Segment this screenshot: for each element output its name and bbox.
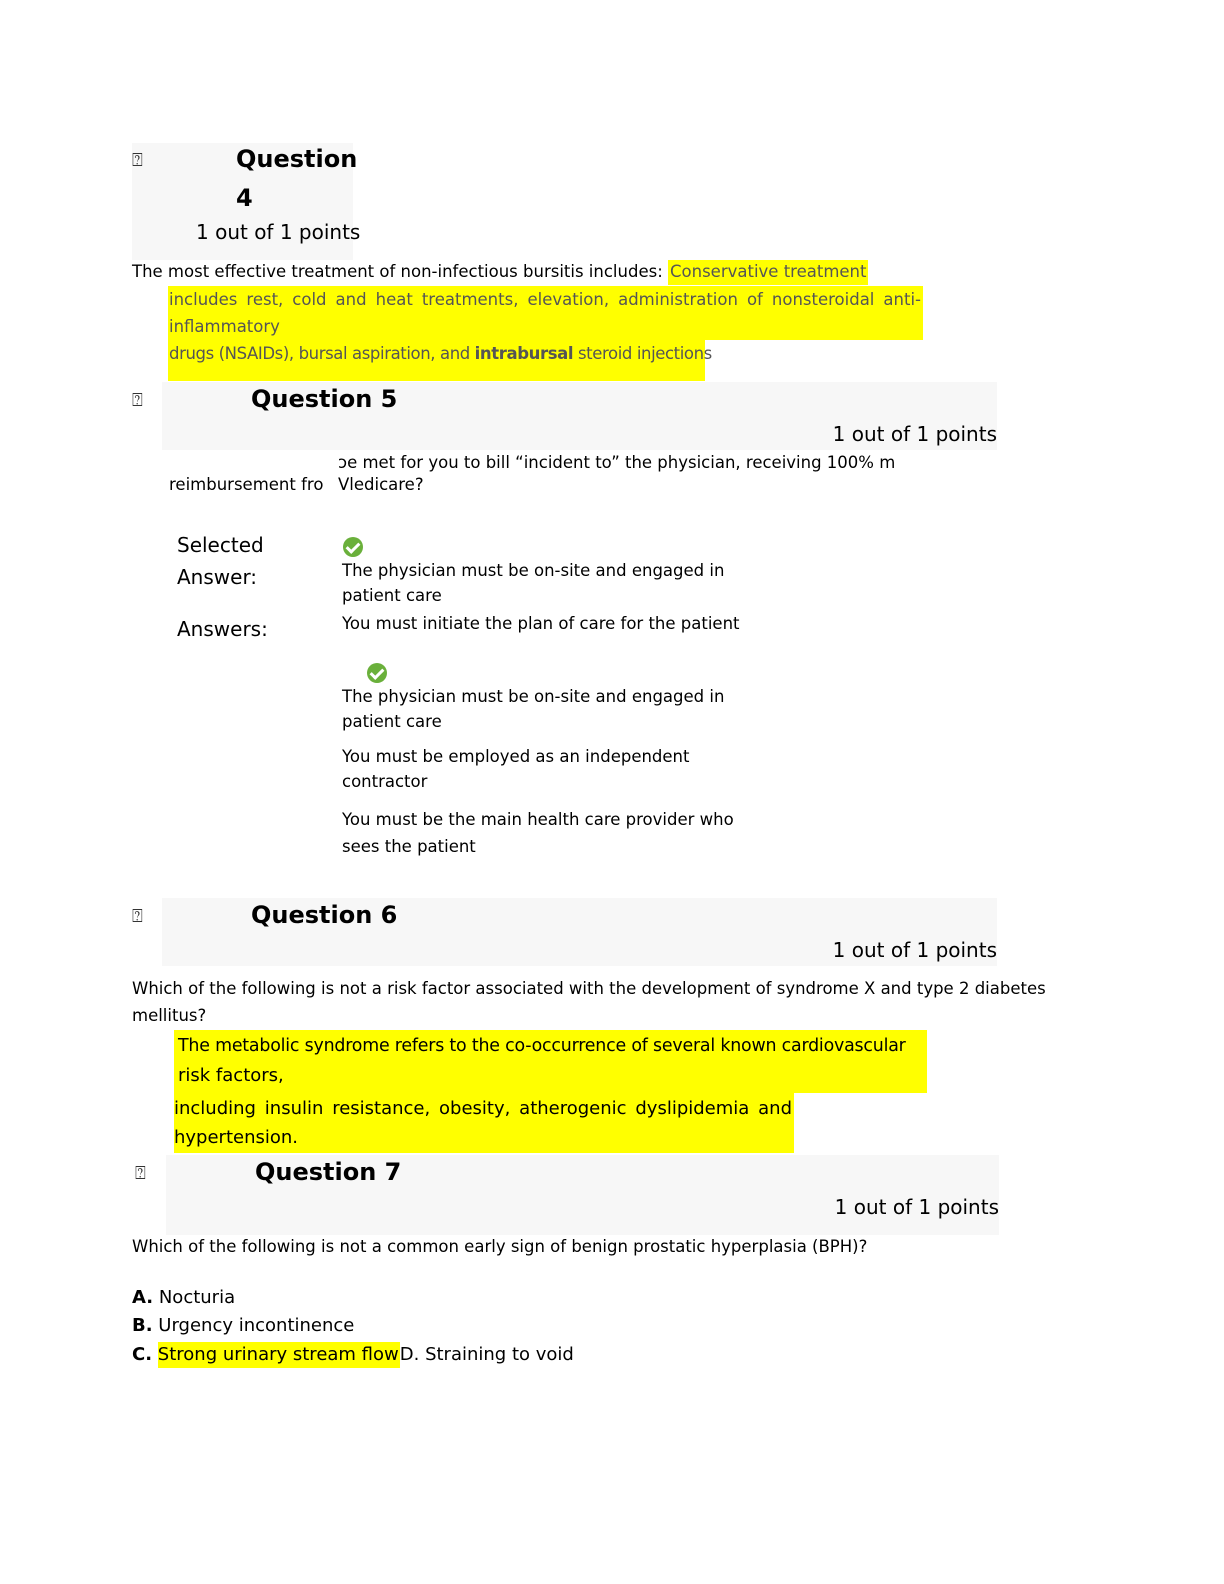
q5-question-line1: ɔe met for you to bill “incident to” the physician, receiving 100% m [338, 453, 896, 472]
q4-title-number: 4 [236, 184, 253, 212]
q7-status-icon: ⍰ [135, 1163, 146, 1184]
q4-answer-line2: includes rest, cold and heat treatments, elevation, administration of nonsteroidal anti- [169, 290, 921, 309]
q4-title-word: Question [236, 145, 358, 173]
q5-answer-correct-icon [367, 663, 387, 683]
q7-option-b: B. Urgency incontinence [132, 1315, 355, 1336]
q5-points: 1 out of 1 points [832, 422, 997, 446]
q4-answer-line3: inflammatory [169, 317, 280, 336]
q5-selected-answer: The physician must be on-site and engaged in patient care [342, 561, 725, 605]
q5-status-icon: ⍰ [132, 390, 143, 411]
q6-question-text: Which of the following is not a risk factor associated with the development of syndrome X and type 2 diabetes mellitus? [132, 979, 1046, 1025]
q5-answer-option-3: You must be employed as an independent contractor [342, 747, 690, 791]
q5-answer-option-2: The physician must be on-site and engaged in patient care [342, 687, 725, 731]
q6-status-icon: ⍰ [132, 906, 143, 927]
q4-question-text: The most effective treatment of non-infectious bursitis includes: Conservative treatment [132, 258, 868, 285]
q7-option-c-d: C. Strong urinary stream flowD. Straining to void [132, 1344, 574, 1365]
q4-answer-bold-term: intrabursal [474, 344, 574, 363]
q6-points: 1 out of 1 points [832, 938, 997, 962]
q7-title: Question 7 [255, 1158, 402, 1186]
q5-selected-label: Selected Answer: [177, 533, 264, 589]
q5-answers-label: Answers: [177, 617, 268, 641]
q7-option-a: A. Nocturia [132, 1287, 236, 1308]
q7-option-c-highlight: Strong urinary stream flow [158, 1342, 400, 1368]
q6-title: Question 6 [251, 901, 398, 929]
q6-answer-line4: hypertension. [174, 1127, 299, 1148]
q6-answer-line2: risk factors, [178, 1065, 284, 1086]
q5-selected-correct-icon [343, 537, 363, 557]
q4-points: 1 out of 1 points [196, 220, 361, 244]
q4-status-icon: ⍰ [132, 150, 143, 171]
q6-answer-line3: including insulin resistance, obesity, atherogenic dyslipidemia and [174, 1098, 792, 1119]
q5-answer-option-4: You must be the main health care provider who sees the patient [342, 810, 734, 856]
q4-answer-line1: Conservative treatment [668, 260, 868, 285]
q5-question-line2b: Vledicare? [338, 475, 424, 494]
q5-answer-option-1: You must initiate the plan of care for the patient [342, 614, 740, 633]
q6-answer-line1: The metabolic syndrome refers to the co-occurrence of several known cardiovascular [178, 1036, 906, 1056]
q5-question-line2a: reimbursement fro [169, 475, 324, 494]
q7-points: 1 out of 1 points [834, 1195, 999, 1219]
q4-answer-line4: drugs (NSAIDs), bursal aspiration, and intrabursal steroid injections [169, 344, 712, 363]
q7-question-text: Which of the following is not a common early sign of benign prostatic hyperplasia (BPH)? [132, 1237, 868, 1256]
q5-title: Question 5 [251, 385, 398, 413]
